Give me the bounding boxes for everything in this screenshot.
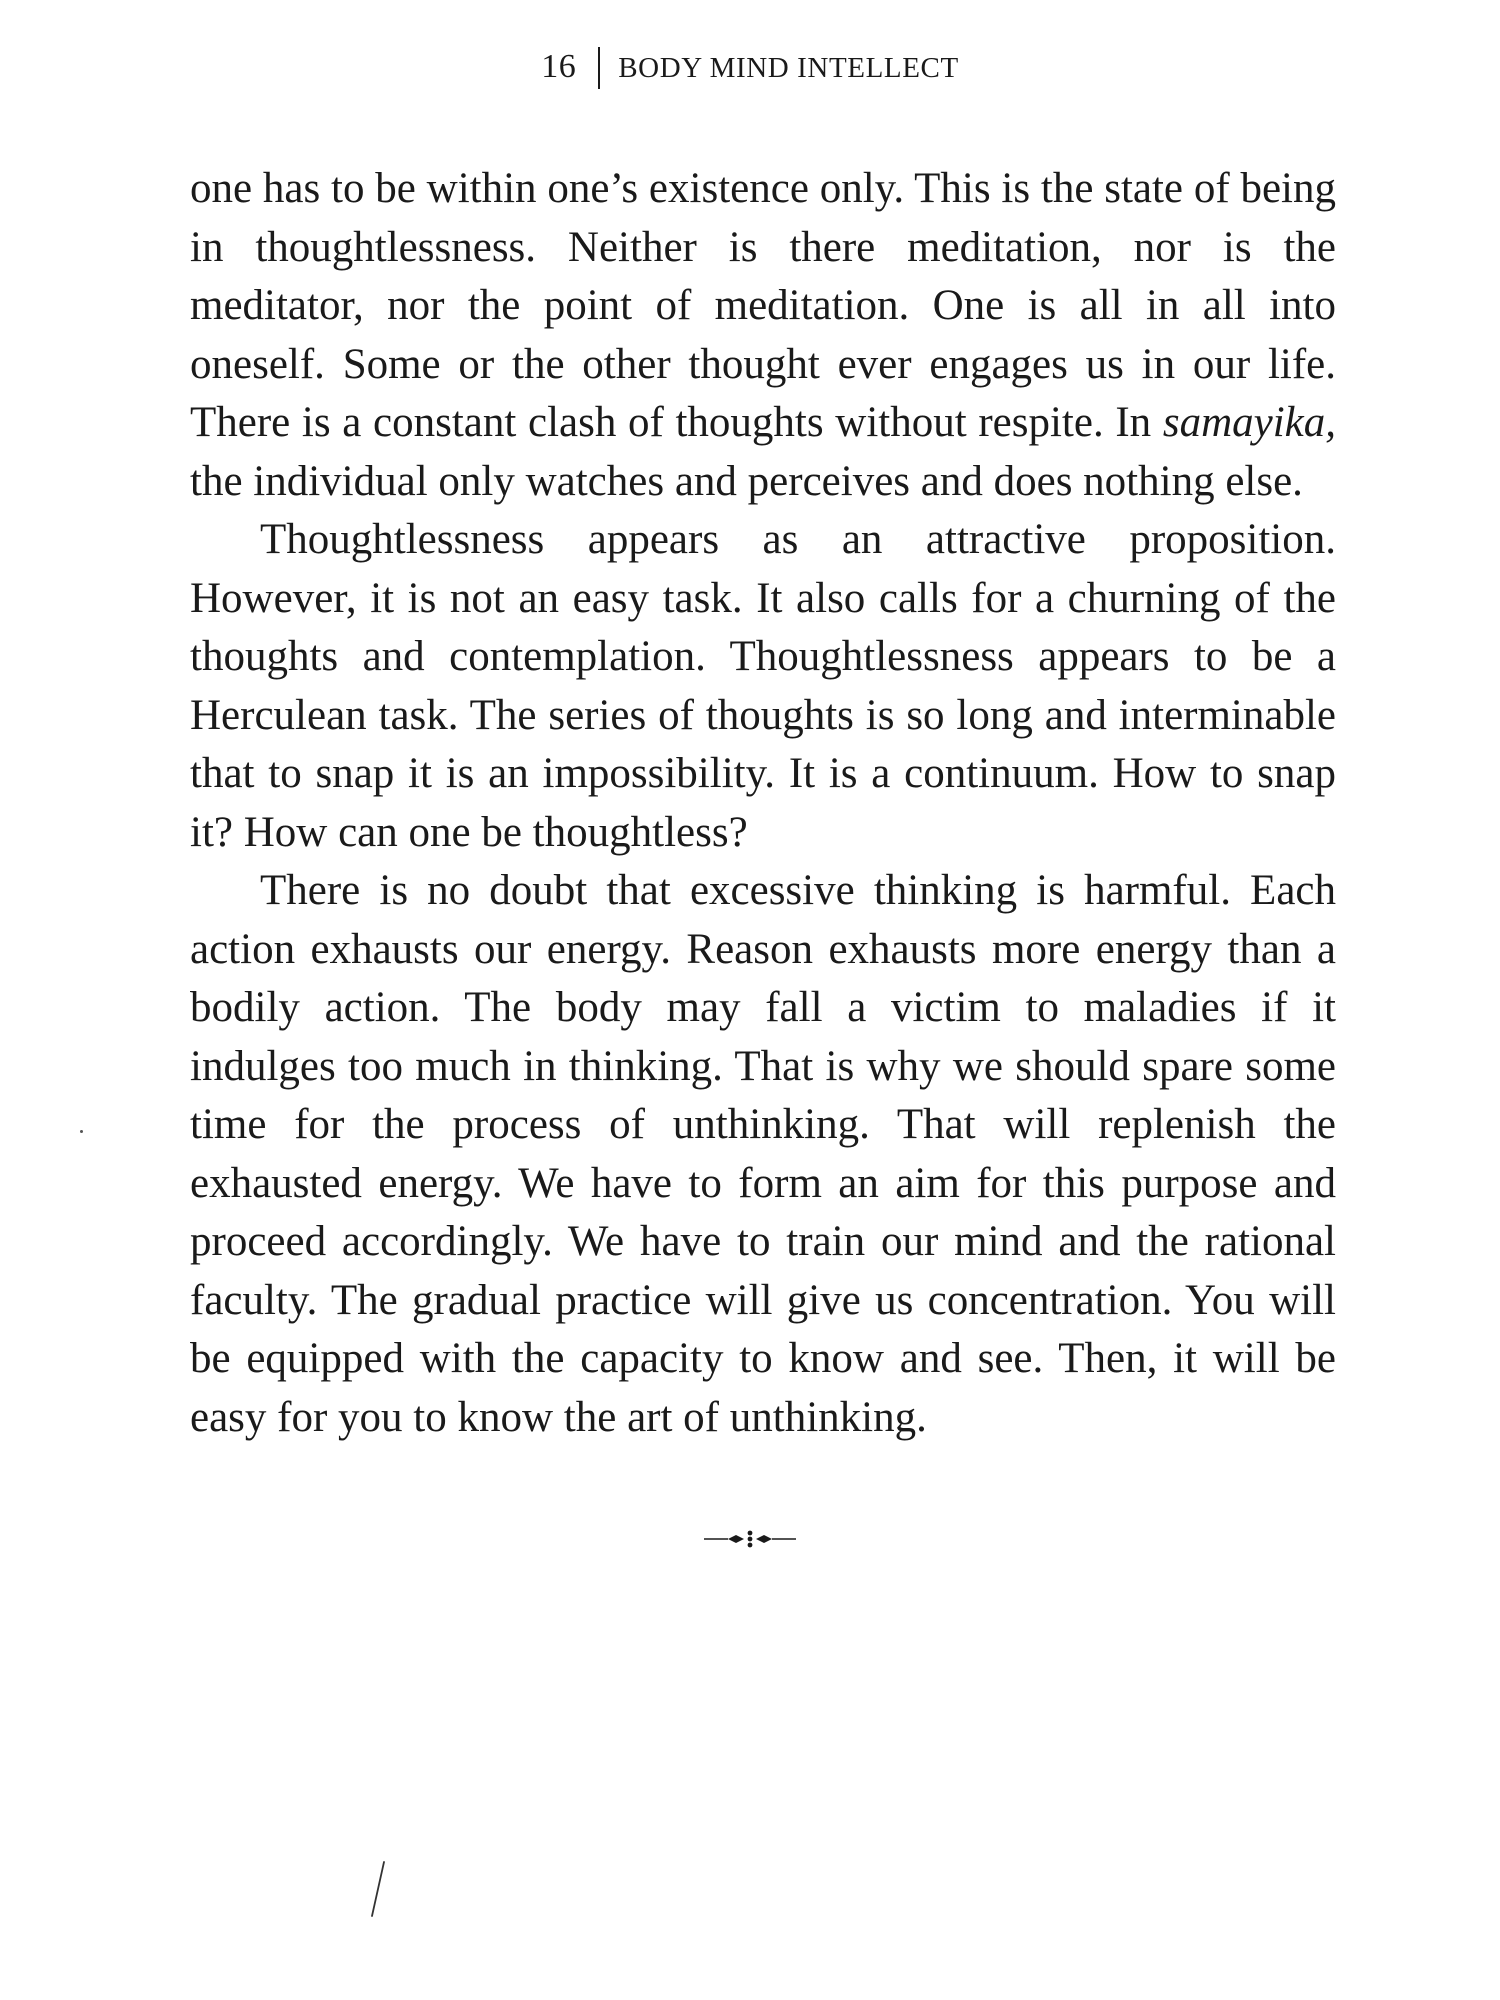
section-end-ornament-icon [702, 1528, 798, 1550]
paragraph-1 [190, 160, 1336, 511]
page-number: 16 [541, 48, 577, 85]
paragraph-3: There is no doubt that excessive thinking is harmful. Each action exhausts our energy. Reason exhausts more energy than a bodily action. The body may fall a victim to maladies if it indulges too much in thinking. That is why we should spare some time for the process of unthinking. That will replenish the exhausted energy. We have to form an aim for this purpose and proceed accordingly. We have to train our mind and the rational faculty. The gradual practice will give us concentration. You will be equipped with the capacity to know and see. Then, it will be easy for you to know the art of unthinking. [190, 867, 1336, 1441]
paragraph-1-text-end: the individual only watches and perceives and does nothing else. [190, 457, 1303, 505]
section-end-ornament [0, 1528, 1500, 1555]
paragraph-1-text-start: one has to be within one’s existence only. This is the state of being in thoughtlessness. Neither is there meditation, nor is the meditator, nor the point of meditation. One is all in all into oneself. Some or the other thought ever engages us in our life. There is a constant clash of thoughts without respite. In [190, 165, 1336, 446]
running-head [0, 44, 1500, 91]
scan-speck [80, 1130, 83, 1133]
body-text [190, 160, 1336, 1447]
paragraph-2: Thoughtlessness appears as an attractive proposition. However, it is not an easy task. It also calls for a churning of the thoughts and contemplation. Thoughtlessness appears to be a Herculean task. The series of thoughts is so long and interminable that to snap it is an impossibility. It is a continuum. How to snap it? How can one be thoughtless? [190, 516, 1336, 856]
stray-pencil-mark [368, 1860, 388, 1920]
book-title: BODY MIND INTELLECT [618, 52, 959, 84]
paragraph-1-italic-term: samayika, [1162, 399, 1336, 446]
header-divider [598, 47, 600, 89]
